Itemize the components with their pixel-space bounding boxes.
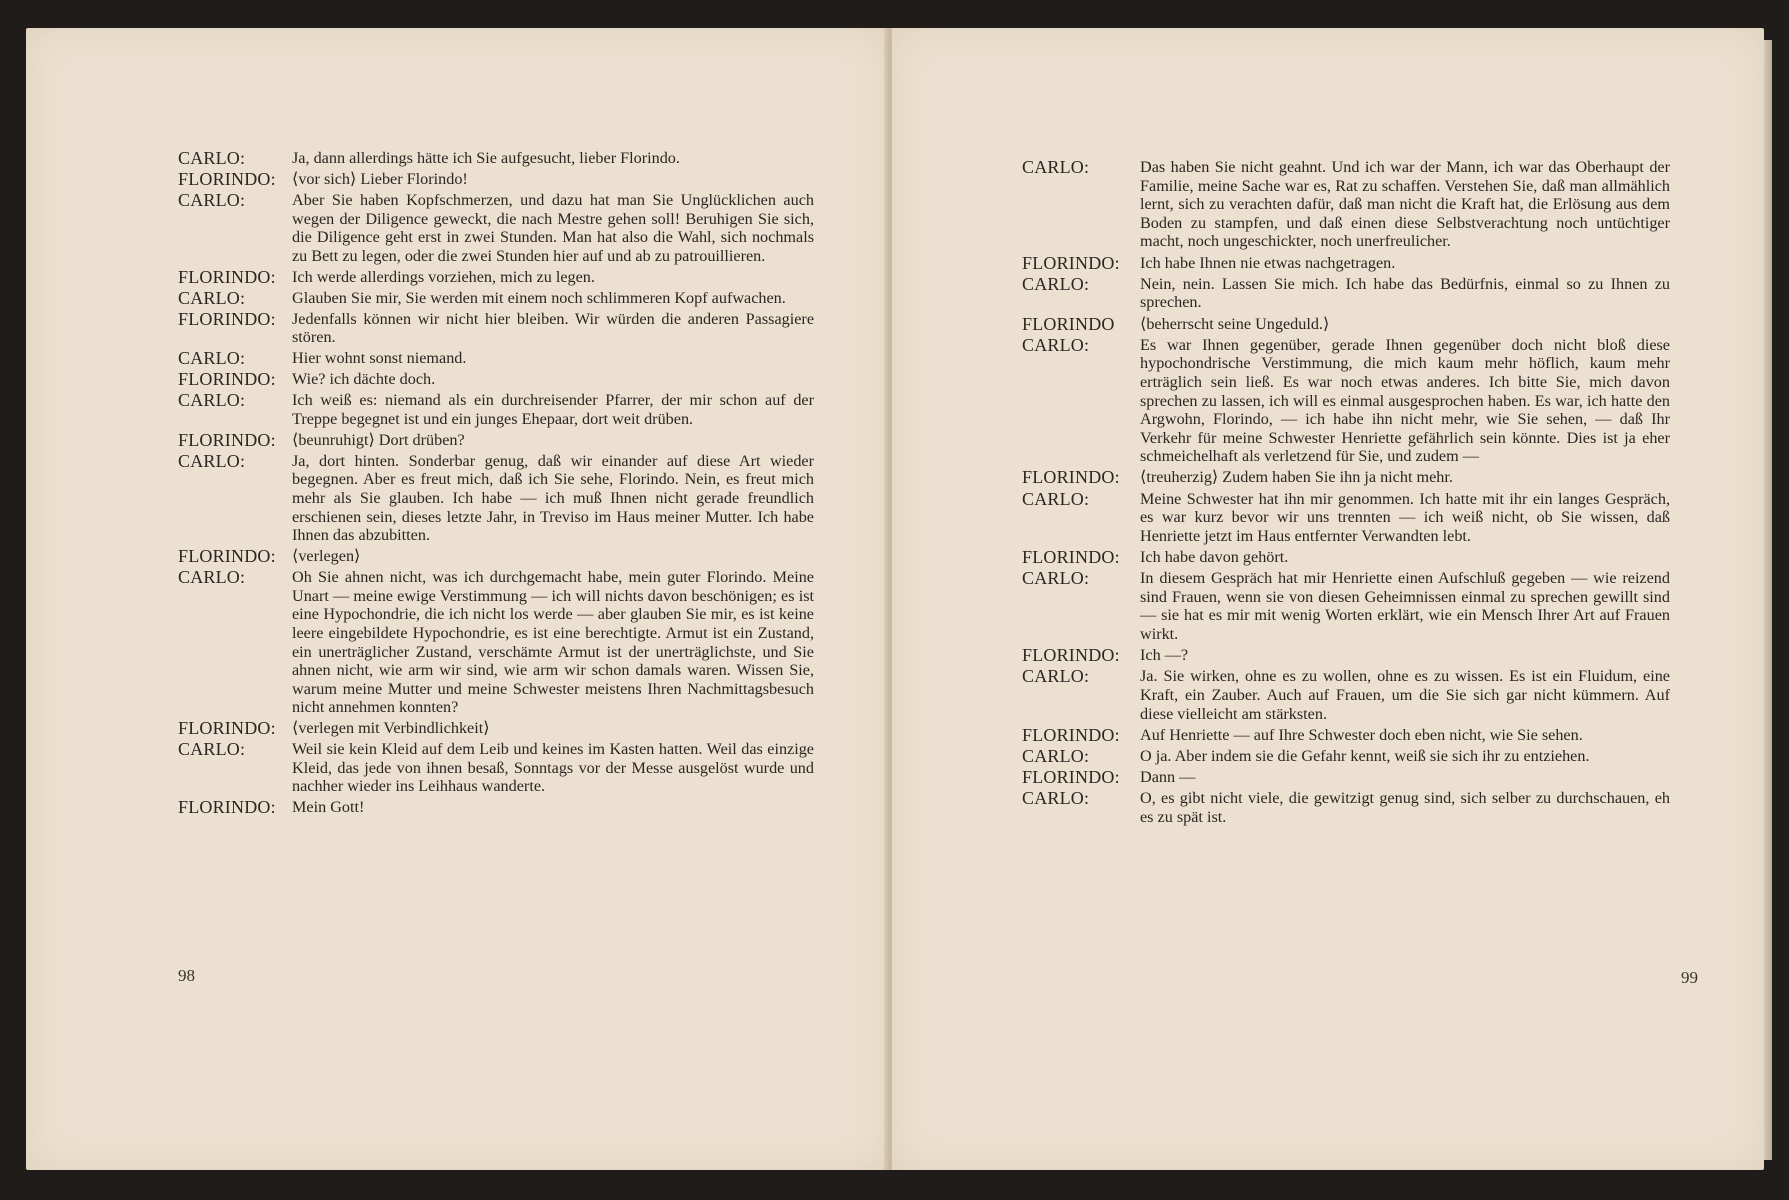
speaker-name: FLORINDO: [1022, 252, 1120, 273]
speech-line [178, 391, 814, 428]
right-dialogue [1022, 158, 1670, 829]
speech-line [178, 719, 814, 738]
speaker-name: CARLO: [1022, 568, 1090, 589]
speech-line [178, 370, 814, 389]
speech-line [178, 740, 814, 796]
speech-line [178, 268, 814, 287]
speech-line [1022, 158, 1670, 251]
speaker-name: CARLO: [178, 189, 246, 210]
speech-line [178, 170, 814, 189]
speaker-name: CARLO: [178, 567, 246, 588]
speaker-name: FLORINDO: [178, 308, 276, 329]
speaker-name: CARLO: [178, 348, 246, 369]
speech-line [1022, 768, 1670, 787]
speech-line [178, 568, 814, 717]
speech-text: Aber Sie haben Kopfschmerzen, und dazu hat man Sie Unglücklichen auch wegen der Diligence geweckt, die nach Mestre gehen soll! Beruhigen Sie sich, die Diligence geht erst in zwei Stunden. Man hat also die Wahl, sich nochmals zu Bett zu legen, oder die zwei Stunden hier auf und ab zu patrouillieren. [292, 190, 814, 265]
speaker-name: CARLO: [1022, 488, 1090, 509]
speech-line [178, 310, 814, 347]
speaker-name: FLORINDO [1022, 313, 1115, 334]
speech-line [1022, 569, 1670, 643]
speech-line [178, 149, 814, 168]
speaker-name: FLORINDO: [1022, 547, 1120, 568]
speech-text: ⟨vor sich⟩ Lieber Florindo! [292, 169, 468, 188]
speech-line [1022, 789, 1670, 826]
speech-text: Dann — [1140, 768, 1196, 787]
speech-text: Meine Schwester hat ihn mir genommen. Ich hatte mit ihr ein langes Gespräch, es war kurz bevor wir uns trennten — ich weiß nicht, ob Sie wissen, daß Henriette jetzt im Haus entfernter Verwandten lebt. [1140, 489, 1670, 545]
speech-line [178, 349, 814, 368]
speech-text: Ja, dort hinten. Sonderbar genug, daß wir einander auf diese Art wieder begegnen. Aber es freut mich, daß ich Sie sehe, Florindo. Nein, es freut mich mehr als Sie glauben. Ich habe — ich muß Ihnen nicht gerade freundlich erschienen sein, dieses letzte Jahr, in Treviso im Haus meiner Mutter. Ich habe Ihnen das abzubitten. [292, 451, 814, 545]
speech-text: Ich habe davon gehört. [1140, 548, 1289, 567]
speech-line [1022, 548, 1670, 567]
speech-text: Das haben Sie nicht geahnt. Und ich war der Mann, ich war das Oberhaupt der Familie, meine Sache war es, Rat zu schaffen. Verstehen Sie, daß man allmählich lernt, sich zu verachten dafür, daß man nicht die Kraft hat, die Erlösung aus dem Boden zu stampfen, und daß einen diese Selbstverachtung noch untüchtiger macht, noch ungeschickter, noch unerfreulicher. [1140, 158, 1670, 251]
speaker-name: CARLO: [1022, 157, 1090, 177]
speech-text: Es war Ihnen gegenüber, gerade Ihnen gegenüber doch nicht bloß diese hypochondrische Verstimmung, die mich kaum mehr höflich, kaum mehr erträglich sein ließ. Es war noch etwas anderes. Ich bitte Sie, mich davon sprechen zu lassen, ich will es einmal ausgesprochen haben. Es war, ich hatte den Argwohn, Florindo, — ich habe ihn nicht mehr, wie Sie sehen, — daß Ihr Verkehr für meine Schwester Henriette gefährlich sein könnte. Dies ist ja eher schmeichelhaft als verletzend für Sie, und zudem — [1140, 335, 1670, 466]
speaker-name: FLORINDO: [1022, 724, 1120, 745]
left-dialogue [178, 149, 814, 819]
speech-text: Ich habe Ihnen nie etwas nachgetragen. [1140, 253, 1396, 272]
speech-text: Glauben Sie mir, Sie werden mit einem noch schlimmeren Kopf aufwachen. [292, 288, 786, 307]
speaker-name: CARLO: [1022, 334, 1090, 355]
speech-text: Ja. Sie wirken, ohne es zu wollen, ohne es zu wissen. Es ist ein Fluidum, eine Kraft, ein Zauber. Auch auf Frauen, um die Sie sich gar nicht kümmern. Auf diese vielleicht am stärksten. [1140, 667, 1670, 723]
speech-text: Jedenfalls können wir nicht hier bleiben. Wir würden die anderen Passagiere stören. [292, 309, 814, 347]
speech-text: Ich —? [1140, 646, 1189, 665]
speech-text: Ich werde allerdings vorziehen, mich zu legen. [292, 267, 595, 286]
speech-text: Nein, nein. Lassen Sie mich. Ich habe das Bedürfnis, einmal so zu Ihnen zu sprechen. [1140, 274, 1670, 312]
speaker-name: CARLO: [178, 390, 246, 411]
speech-text: ⟨treuherzig⟩ Zudem haben Sie ihn ja nicht mehr. [1140, 468, 1453, 487]
speech-line [1022, 646, 1670, 665]
left-page [26, 28, 888, 1170]
speech-text: Mein Gott! [292, 798, 365, 817]
speech-text: Hier wohnt sonst niemand. [292, 349, 467, 368]
speech-text: Oh Sie ahnen nicht, was ich durchgemacht habe, mein guter Florindo. Meine Unart — meine ewige Verstimmung — ich will nichts davon beschönigen; es ist eine Hypochondrie, die ich nicht los werde — aber glauben Sie mir, es ist keine leere eingebildete Hypochondrie, es ist eine berechtigte. Armut ist ein Zustand, ein unerträglicher Zustand, verschämte Armut ist der unerträglichste, und Sie ahnen nicht, wie arm wir sind, wie arm wir schon damals waren. Wissen Sie, warum meine Mutter und meine Schwester meistens Ihren Nachmittagsbesuch nicht annehmen konnten? [292, 568, 814, 717]
speaker-name: CARLO: [1022, 788, 1090, 809]
speech-line [178, 452, 814, 545]
speech-line [1022, 275, 1670, 312]
speech-text: Ja, dann allerdings hätte ich Sie aufgesucht, lieber Florindo. [292, 149, 680, 167]
speaker-name: FLORINDO: [1022, 467, 1120, 488]
speaker-name: CARLO: [1022, 666, 1090, 687]
page-number-left: 98 [178, 966, 195, 985]
speech-line [1022, 315, 1670, 334]
speech-line [1022, 667, 1670, 723]
speaker-name: FLORINDO: [178, 718, 276, 739]
speaker-name: CARLO: [178, 450, 246, 471]
speaker-name: CARLO: [1022, 745, 1090, 766]
speaker-name: FLORINDO: [1022, 767, 1120, 788]
speech-text: ⟨verlegen mit Verbindlichkeit⟩ [292, 719, 490, 738]
speech-text: ⟨beunruhigt⟩ Dort drüben? [292, 430, 465, 449]
speech-text: ⟨beherrscht seine Ungeduld.⟩ [1140, 314, 1330, 333]
speech-line [1022, 726, 1670, 745]
speech-line [178, 798, 814, 817]
speech-text: Auf Henriette — auf Ihre Schwester doch eben nicht, wie Sie sehen. [1140, 725, 1583, 744]
speech-text: O, es gibt nicht viele, die gewitzigt genug sind, sich selber zu durchschauen, eh es zu spät ist. [1140, 789, 1670, 826]
speaker-name: FLORINDO: [178, 546, 276, 567]
page-number-right: 99 [1681, 968, 1698, 987]
speaker-name: FLORINDO: [178, 429, 276, 450]
speech-line [1022, 747, 1670, 766]
speech-line [1022, 336, 1670, 466]
speech-line [178, 289, 814, 308]
speech-text: ⟨verlegen⟩ [292, 547, 361, 566]
speech-line [1022, 490, 1670, 546]
speaker-name: FLORINDO: [178, 797, 276, 818]
speech-text: O ja. Aber indem sie die Gefahr kennt, weiß sie sich ihr zu entziehen. [1140, 746, 1590, 765]
speech-text: In diesem Gespräch hat mir Henriette einen Aufschluß gegeben — wie reizend sind Frauen, wenn sie von diesen Geheimnissen einmal zu sprechen gewillt sind — sie hat es mir mit wenig Worten erklärt, wie ein Mensch Ihrer Art auf Frauen wirkt. [1140, 569, 1670, 643]
right-page [892, 28, 1764, 1170]
speaker-name: FLORINDO: [178, 266, 276, 287]
speaker-name: CARLO: [178, 739, 246, 760]
speaker-name: FLORINDO: [178, 168, 276, 189]
speaker-name: CARLO: [178, 287, 246, 308]
speech-text: Ich weiß es: niemand als ein durchreisender Pfarrer, der mir schon auf der Treppe begegnet ist und ein junges Ehepaar, dort weit drüben. [292, 391, 814, 428]
speaker-name: FLORINDO: [178, 369, 276, 390]
speech-line [1022, 254, 1670, 273]
speaker-name: CARLO: [1022, 273, 1090, 294]
page-edges [1764, 40, 1772, 1160]
speech-line [178, 191, 814, 265]
speech-text: Weil sie kein Kleid auf dem Leib und keines im Kasten hatten. Weil das einzige Kleid, das jede von ihnen besaß, Sonntags vor der Messe ausgelöst wurde und nachher wieder ins Leihhaus wanderte. [292, 740, 814, 796]
speech-line [1022, 468, 1670, 487]
speech-line [178, 431, 814, 450]
speech-line [178, 547, 814, 566]
speaker-name: FLORINDO: [1022, 645, 1120, 666]
speaker-name: CARLO: [178, 148, 246, 168]
speech-text: Wie? ich dächte doch. [292, 370, 436, 389]
